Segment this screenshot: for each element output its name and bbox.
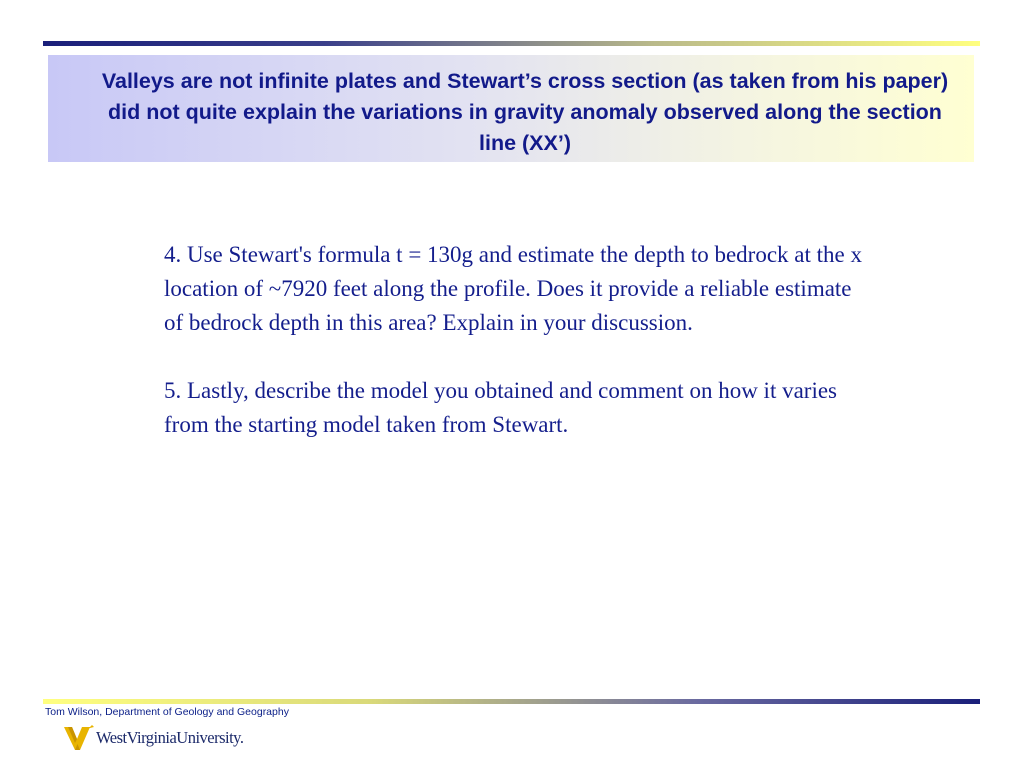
footer-credit: Tom Wilson, Department of Geology and Geography (45, 706, 289, 718)
question-5: 5. Lastly, describe the model you obtained and comment on how it varies from the starting model taken from Stewart. (164, 378, 838, 437)
title-banner (48, 55, 974, 162)
wvu-flying-wv-icon (64, 724, 94, 752)
slide-title: Valleys are not infinite plates and Stewart’s cross section (as taken from his paper) did not quite explain the variations in gravity anomaly observed along the section line (XX’) (101, 69, 949, 155)
body-content (164, 238, 864, 476)
top-divider (43, 41, 980, 46)
bottom-divider (43, 699, 980, 704)
logo-wordmark: WestVirginiaUniversity. (96, 728, 244, 747)
university-logo (64, 723, 244, 753)
question-4: 4. Use Stewart's formula t = 130g and estimate the depth to bedrock at the x location of ~7920 feet along the profile. Does it provide a reliable estimate of bedrock depth in this area? Explain in your discussion. (164, 242, 862, 335)
